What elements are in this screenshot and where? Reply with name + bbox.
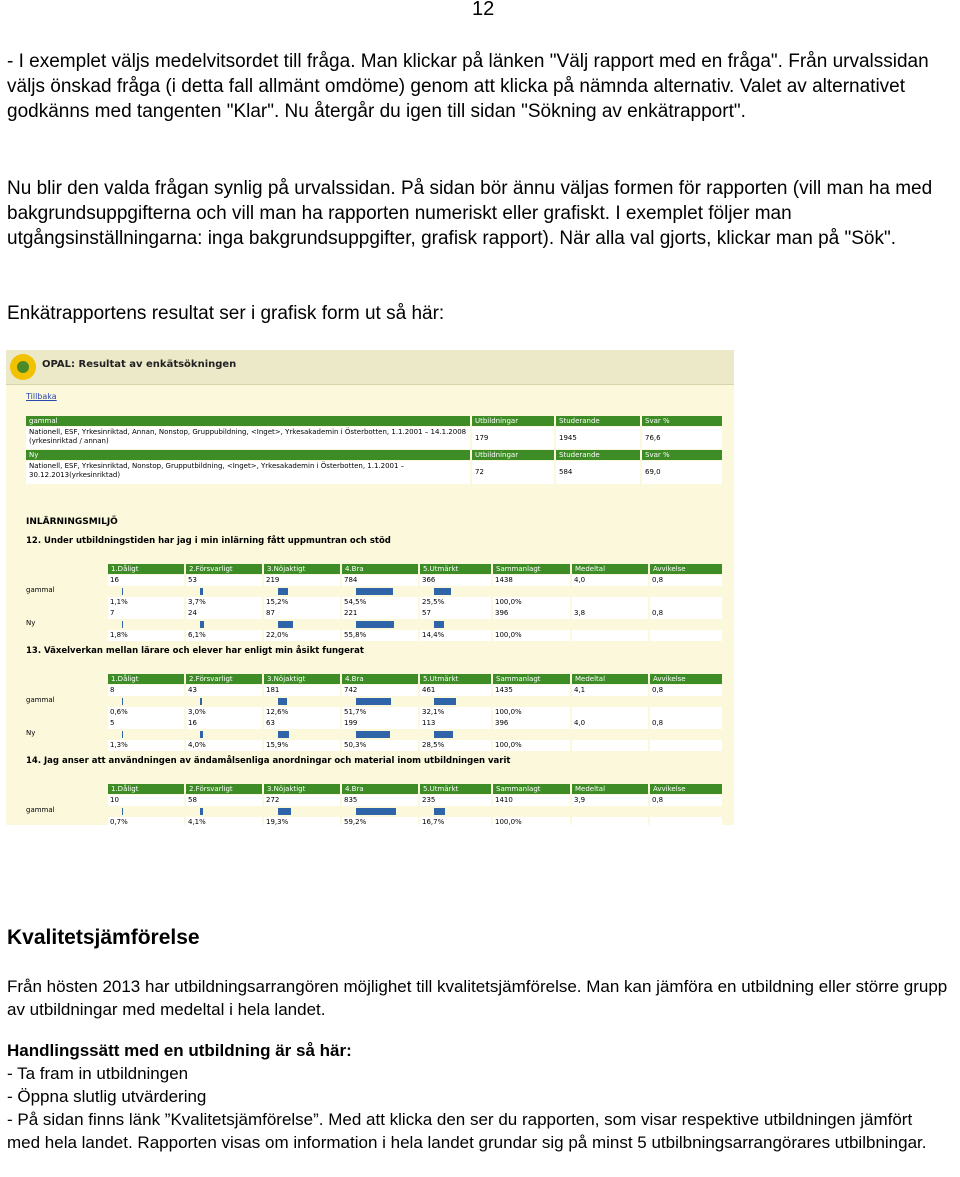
percent-cell: 51,7%: [342, 707, 418, 718]
percent-cell: 4,0%: [186, 740, 262, 751]
opal-logo-icon: [10, 354, 36, 380]
count-cell: 57: [420, 608, 491, 619]
percent-bar: [278, 621, 293, 628]
paragraph-intro: - I exemplet väljs medelvitsordet till fråga. Man klickar på länken "Välj rapport med en fråga". Från urvalssidan väljs önskad fråga (i detta fall allmänt omdöme) genom att klicka på nämnda alternativ. Valet av alternativet godkänns med tangenten "Klar". Nu återgår du igen till sidan "Sökning av enkätrapport".: [7, 51, 929, 122]
percent-bar: [356, 588, 393, 595]
group-stud: 584: [556, 461, 640, 484]
count-cell: 58: [186, 795, 262, 806]
group-utb: 179: [472, 427, 554, 449]
question-title: 13. Växelverkan mellan lärare och elever har enligt min åsikt fungerat: [26, 646, 364, 656]
percent-cell: [650, 597, 722, 608]
group-desc: Nationell, ESF, Yrkesinriktad, Nonstop, Grupputbildning, <Inget>, Yrkesakademin i Österbotten, 1.1.2001 – 30.12.2013(yrkesinriktad): [26, 461, 470, 484]
count-cell: 53: [186, 575, 262, 586]
group-header-stud: Studerande: [556, 450, 640, 460]
percent-bar: [356, 808, 396, 815]
count-cell: 1438: [493, 575, 570, 586]
count-cell: 3,9: [572, 795, 648, 806]
percent-bar: [200, 588, 203, 595]
percent-bar: [278, 731, 289, 738]
percent-cell: 0,6%: [108, 707, 184, 718]
column-header: Avvikelse: [650, 564, 722, 574]
section-title: INLÄRNINGSMILJÖ: [26, 517, 118, 527]
percent-cell: [572, 707, 648, 718]
paragraph-kvalitet: Från hösten 2013 har utbildningsarrangören möjlighet till kvalitetsjämförelse. Man kan jämföra en utbildning eller större grupp av utbildningar med medeltal i hela landet.: [7, 977, 948, 1019]
column-header: 2.Försvarligt: [186, 564, 262, 574]
percent-bar: [122, 731, 123, 738]
paragraph-selection: Nu blir den valda frågan synlig på urvalssidan. På sidan bör ännu väljas formen för rapporten (vill man ha med bakgrundsuppgifterna och vill man ha rapporten numeriskt eller grafiskt. I exemplet följer man utgångsinställningarna: inga bakgrundsuppgifter, grafisk rapport). När alla val gjorts, klickar man på "Sök".: [7, 178, 933, 249]
paragraph-result: Enkätrapportens resultat ser i grafisk form ut så här:: [7, 303, 445, 324]
count-cell: 4,0: [572, 718, 648, 729]
step-3: - På sidan finns länk ”Kvalitetsjämförelse”. Med att klicka den ser du rapporten, som visar respektive utbildningen jämfört med hela landet. Rapporten visas om information i hela landet grundar sig på minst 5 utbilbningsarrangörares utbilbningar.: [7, 1110, 927, 1152]
count-cell: 16: [186, 718, 262, 729]
percent-bar: [356, 731, 390, 738]
count-cell: 784: [342, 575, 418, 586]
count-cell: 235: [420, 795, 491, 806]
percent-cell: 1,1%: [108, 597, 184, 608]
heading-kvalitet: Kvalitetsjämförelse: [7, 926, 200, 949]
percent-bar: [200, 698, 202, 705]
percent-bar: [434, 808, 445, 815]
percent-cell: 1,8%: [108, 630, 184, 641]
column-header: Avvikelse: [650, 674, 722, 684]
column-header: Medeltal: [572, 674, 648, 684]
step-2: - Öppna slutlig utvärdering: [7, 1087, 207, 1106]
column-header: 3.Nöjaktigt: [264, 564, 340, 574]
percent-cell: [572, 630, 648, 641]
column-header: Sammanlagt: [493, 564, 570, 574]
row-label: Ny: [26, 729, 36, 737]
count-cell: 0,8: [650, 795, 722, 806]
group-header-stud: Studerande: [556, 416, 640, 426]
question-title: 14. Jag anser att användningen av ändamålsenliga anordningar och material inom utbildningen varit: [26, 756, 511, 766]
percent-cell: [572, 817, 648, 825]
percent-cell: 59,2%: [342, 817, 418, 825]
count-cell: 0,8: [650, 718, 722, 729]
percent-cell: [650, 630, 722, 641]
percent-cell: 32,1%: [420, 707, 491, 718]
count-cell: 16: [108, 575, 184, 586]
count-cell: 0,8: [650, 608, 722, 619]
group-svar: 69,0: [642, 461, 722, 484]
percent-bar: [278, 588, 288, 595]
percent-cell: [572, 597, 648, 608]
percent-cell: 3,0%: [186, 707, 262, 718]
percent-cell: [650, 740, 722, 751]
count-cell: 43: [186, 685, 262, 696]
count-cell: 366: [420, 575, 491, 586]
percent-bar: [200, 621, 204, 628]
count-cell: 742: [342, 685, 418, 696]
column-header: 2.Försvarligt: [186, 674, 262, 684]
percent-cell: 25,5%: [420, 597, 491, 608]
percent-cell: 50,3%: [342, 740, 418, 751]
percent-cell: 100,0%: [493, 707, 570, 718]
percent-cell: 0,7%: [108, 817, 184, 825]
percent-cell: 28,5%: [420, 740, 491, 751]
column-header: Sammanlagt: [493, 674, 570, 684]
row-label: Ny: [26, 619, 36, 627]
column-header: 4.Bra: [342, 674, 418, 684]
group-header-svar: Svar %: [642, 450, 722, 460]
count-cell: 7: [108, 608, 184, 619]
percent-bar: [122, 698, 123, 705]
column-header: 1.Dåligt: [108, 564, 184, 574]
count-cell: 835: [342, 795, 418, 806]
percent-bar: [278, 808, 291, 815]
count-cell: 4,0: [572, 575, 648, 586]
percent-cell: 6,1%: [186, 630, 262, 641]
column-header: Medeltal: [572, 564, 648, 574]
column-header: 5.Utmärkt: [420, 564, 491, 574]
percent-cell: 16,7%: [420, 817, 491, 825]
percent-bar: [122, 808, 123, 815]
percent-cell: 100,0%: [493, 597, 570, 608]
group-header-utb: Utbildningar: [472, 416, 554, 426]
row-label: gammal: [26, 586, 55, 594]
column-header: 4.Bra: [342, 784, 418, 794]
screenshot-header: [6, 350, 734, 385]
column-header: 3.Nöjaktigt: [264, 784, 340, 794]
count-cell: 221: [342, 608, 418, 619]
percent-cell: 100,0%: [493, 630, 570, 641]
count-cell: 24: [186, 608, 262, 619]
percent-bar: [434, 698, 456, 705]
report-screenshot: [6, 350, 734, 825]
column-header: 1.Dåligt: [108, 784, 184, 794]
count-cell: 396: [493, 608, 570, 619]
back-link[interactable]: Tillbaka: [26, 392, 57, 401]
percent-bar: [122, 588, 123, 595]
row-label: gammal: [26, 806, 55, 814]
screenshot-title: OPAL: Resultat av enkätsökningen: [42, 359, 237, 370]
percent-bar: [200, 731, 203, 738]
count-cell: 0,8: [650, 575, 722, 586]
count-cell: 5: [108, 718, 184, 729]
column-header: 5.Utmärkt: [420, 674, 491, 684]
group-header-svar: Svar %: [642, 416, 722, 426]
percent-bar: [434, 588, 451, 595]
percent-cell: 14,4%: [420, 630, 491, 641]
count-cell: 1435: [493, 685, 570, 696]
percent-cell: 15,2%: [264, 597, 340, 608]
group-name: gammal: [26, 416, 470, 426]
group-svar: 76,6: [642, 427, 722, 449]
percent-cell: 22,0%: [264, 630, 340, 641]
count-cell: 396: [493, 718, 570, 729]
count-cell: 199: [342, 718, 418, 729]
percent-bar: [200, 808, 203, 815]
group-utb: 72: [472, 461, 554, 484]
percent-cell: 3,7%: [186, 597, 262, 608]
group-desc: Nationell, ESF, Yrkesinriktad, Annan, Nonstop, Gruppubildning, <Inget>, Yrkesakademin i Österbotten, 1.1.2001 – 14.1.2008 (yrkesinriktad / annan): [26, 427, 470, 449]
percent-bar: [278, 698, 287, 705]
percent-bar: [356, 698, 391, 705]
percent-cell: [572, 740, 648, 751]
column-header: Sammanlagt: [493, 784, 570, 794]
count-cell: 87: [264, 608, 340, 619]
group-stud: 1945: [556, 427, 640, 449]
count-cell: 272: [264, 795, 340, 806]
group-header-utb: Utbildningar: [472, 450, 554, 460]
percent-cell: 4,1%: [186, 817, 262, 825]
how-title: Handlingssätt med en utbildning är så här:: [7, 1041, 352, 1060]
percent-bar: [434, 731, 453, 738]
count-cell: 0,8: [650, 685, 722, 696]
percent-cell: 54,5%: [342, 597, 418, 608]
percent-cell: 12,6%: [264, 707, 340, 718]
question-title: 12. Under utbildningstiden har jag i min inlärning fått uppmuntran och stöd: [26, 536, 391, 546]
percent-cell: 19,3%: [264, 817, 340, 825]
count-cell: 8: [108, 685, 184, 696]
percent-bar: [356, 621, 394, 628]
percent-cell: 1,3%: [108, 740, 184, 751]
column-header: 2.Försvarligt: [186, 784, 262, 794]
count-cell: 113: [420, 718, 491, 729]
column-header: 1.Dåligt: [108, 674, 184, 684]
column-header: Avvikelse: [650, 784, 722, 794]
row-label: gammal: [26, 696, 55, 704]
count-cell: 461: [420, 685, 491, 696]
count-cell: 10: [108, 795, 184, 806]
column-header: Medeltal: [572, 784, 648, 794]
count-cell: 4,1: [572, 685, 648, 696]
column-header: 3.Nöjaktigt: [264, 674, 340, 684]
page-number: 12: [472, 0, 495, 20]
count-cell: 181: [264, 685, 340, 696]
step-1: - Ta fram in utbildningen: [7, 1064, 189, 1083]
count-cell: 219: [264, 575, 340, 586]
percent-cell: 15,9%: [264, 740, 340, 751]
percent-bar: [122, 621, 123, 628]
percent-cell: 55,8%: [342, 630, 418, 641]
count-cell: 63: [264, 718, 340, 729]
percent-bar: [434, 621, 444, 628]
percent-cell: [650, 707, 722, 718]
column-header: 5.Utmärkt: [420, 784, 491, 794]
percent-cell: 100,0%: [493, 740, 570, 751]
count-cell: 3,8: [572, 608, 648, 619]
group-name: Ny: [26, 450, 470, 460]
column-header: 4.Bra: [342, 564, 418, 574]
count-cell: 1410: [493, 795, 570, 806]
percent-cell: 100,0%: [493, 817, 570, 825]
percent-cell: [650, 817, 722, 825]
